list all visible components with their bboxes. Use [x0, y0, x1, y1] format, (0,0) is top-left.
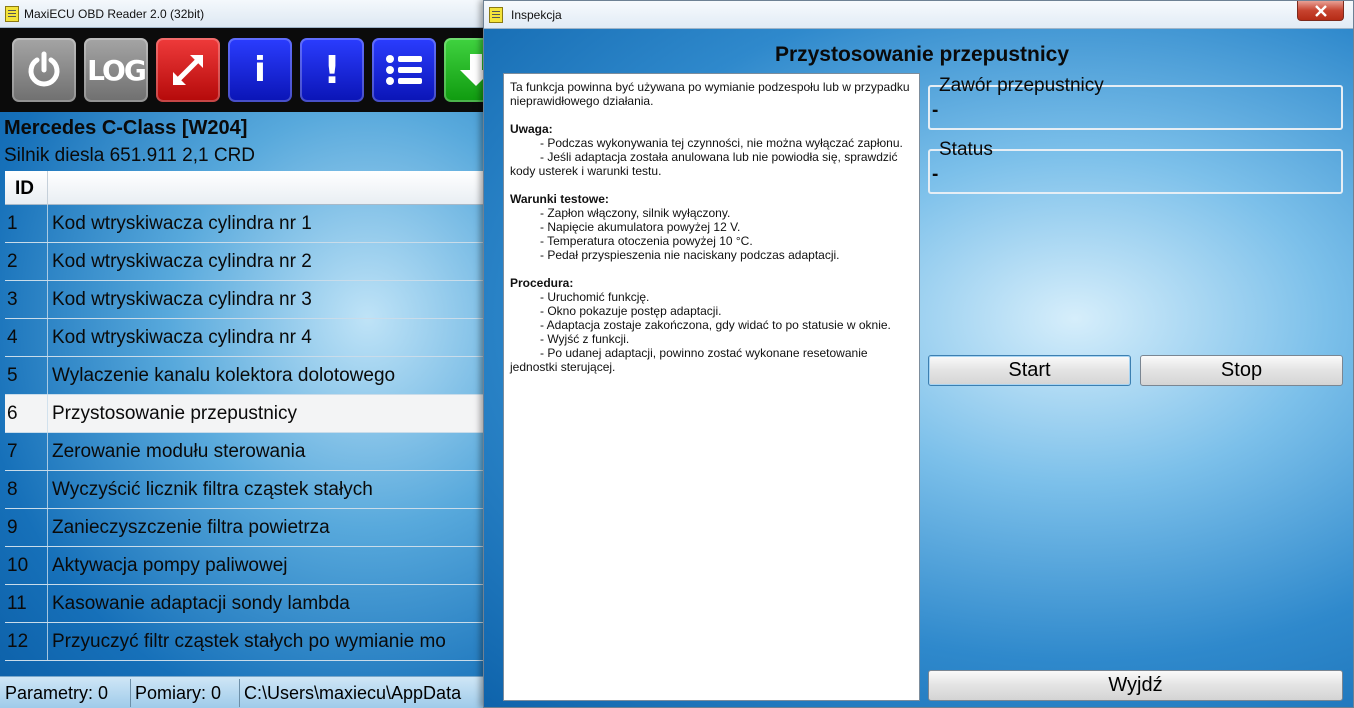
status-params: Parametry: 0 [5, 683, 109, 703]
row-id: 12 [7, 631, 29, 652]
row-id: 7 [7, 441, 18, 462]
dialog-titlebar[interactable] [484, 1, 1354, 29]
warning-title: Uwaga: [510, 122, 553, 136]
cell-separator [47, 357, 48, 395]
table-row[interactable] [5, 281, 490, 319]
row-name: Wyczyścić licznik filtra cząstek stałych [52, 479, 373, 500]
cell-separator [47, 243, 48, 281]
alert-icon: ! [323, 48, 341, 92]
table-row[interactable] [5, 547, 490, 585]
info-icon: i [254, 50, 266, 90]
toolbar [0, 28, 490, 112]
table-row[interactable] [5, 509, 490, 547]
cell-separator [47, 281, 48, 319]
list-button[interactable] [372, 38, 436, 102]
status-divider [130, 679, 131, 707]
warning-line: - Podczas wykonywania tej czynności, nie można wyłączać zapłonu. [540, 136, 903, 150]
instructions-panel[interactable] [503, 73, 920, 701]
table-row[interactable] [5, 357, 490, 395]
status-path: C:\Users\maxiecu\AppData [244, 683, 462, 703]
row-name: Kod wtryskiwacza cylindra nr 4 [52, 327, 312, 348]
table-row[interactable] [5, 623, 490, 661]
row-id: 6 [7, 403, 18, 424]
cell-separator [47, 623, 48, 661]
log-icon: LOG [87, 53, 145, 87]
procedure-step: - Okno pokazuje postęp adaptacji. [540, 304, 722, 318]
close-button[interactable] [1297, 1, 1344, 21]
cell-separator [47, 471, 48, 509]
power-button[interactable] [12, 38, 76, 102]
table-row-selected[interactable] [5, 395, 490, 433]
row-name: Kod wtryskiwacza cylindra nr 3 [52, 289, 312, 310]
row-id: 2 [7, 251, 18, 272]
list-icon [383, 50, 425, 90]
cell-separator [47, 395, 48, 433]
status-value: - [932, 164, 939, 185]
row-name: Kod wtryskiwacza cylindra nr 1 [52, 213, 312, 234]
column-header-id[interactable]: ID [15, 178, 34, 199]
engine-name: Silnik diesla 651.911 2,1 CRD [4, 145, 256, 166]
cell-separator [47, 319, 48, 357]
condition-line: - Temperatura otoczenia powyżej 10 °C. [540, 234, 753, 248]
throttle-valve-label: Zawór przepustnicy [936, 75, 1107, 97]
table-row[interactable] [5, 243, 490, 281]
procedure-step: - Po udanej adaptacji, powinno zostać wykonane resetowanie jednostki sterującej. [510, 346, 868, 374]
log-button[interactable] [84, 38, 148, 102]
cell-separator [47, 205, 48, 243]
main-titlebar[interactable] [0, 0, 490, 28]
table-row[interactable] [5, 205, 490, 243]
cell-separator [47, 509, 48, 547]
procedure-step: - Uruchomić funkcję. [540, 290, 650, 304]
row-id: 4 [7, 327, 18, 348]
row-name: Wylaczenie kanalu kolektora dolotowego [52, 365, 396, 386]
condition-line: - Zapłon włączony, silnik wyłączony. [540, 206, 731, 220]
procedure-step: - Wyjść z funkcji. [540, 332, 630, 346]
info-button[interactable] [228, 38, 292, 102]
row-id: 3 [7, 289, 18, 310]
table-row[interactable] [5, 585, 490, 623]
row-id: 8 [7, 479, 18, 500]
close-icon [1314, 5, 1328, 17]
table-row[interactable] [5, 471, 490, 509]
warning-line: - Jeśli adaptacja została anulowana lub nie powiodła się, sprawdzić kody usterek i warunki testu. [510, 150, 898, 178]
expand-icon [168, 50, 208, 90]
row-id: 1 [7, 213, 18, 234]
row-name: Przystosowanie przepustnicy [52, 403, 297, 424]
fullscreen-button[interactable] [156, 38, 220, 102]
stop-button[interactable]: Stop [1140, 355, 1343, 386]
start-button[interactable]: Start [928, 355, 1131, 386]
table-header [5, 171, 490, 205]
main-window-title: MaxiECU OBD Reader 2.0 (32bit) [24, 7, 205, 21]
procedure-title: Procedura: [510, 276, 574, 290]
conditions-title: Warunki testowe: [510, 192, 609, 206]
inspection-dialog [483, 0, 1354, 708]
app-icon [5, 6, 19, 22]
vehicle-name: Mercedes C-Class [W204] [4, 117, 248, 139]
row-name: Zerowanie modułu sterowania [52, 441, 306, 462]
row-name: Aktywacja pompy paliwowej [52, 555, 288, 576]
cell-separator [47, 585, 48, 623]
power-icon [24, 50, 64, 90]
row-id: 9 [7, 517, 18, 538]
dialog-title: Inspekcja [511, 8, 562, 22]
throttle-valve-group [928, 75, 1343, 130]
alert-button[interactable] [300, 38, 364, 102]
main-window [0, 0, 490, 708]
row-id: 10 [7, 555, 29, 576]
exit-button[interactable]: Wyjdź [928, 670, 1343, 701]
dialog-heading: Przystosowanie przepustnicy [774, 43, 1070, 66]
condition-line: - Napięcie akumulatora powyżej 12 V. [540, 220, 741, 234]
table-row[interactable] [5, 319, 490, 357]
row-name: Przyuczyć filtr cząstek stałych po wymianie mo [52, 631, 446, 652]
row-name: Kasowanie adaptacji sondy lambda [52, 593, 350, 614]
cell-separator [47, 547, 48, 585]
throttle-valve-value: - [932, 100, 939, 121]
condition-line: - Pedał przyspieszenia nie naciskany podczas adaptacji. [540, 248, 840, 262]
procedure-table [5, 171, 490, 661]
status-measurements: Pomiary: 0 [135, 683, 222, 703]
status-label: Status [936, 139, 996, 161]
column-separator [47, 171, 48, 205]
row-name: Kod wtryskiwacza cylindra nr 2 [52, 251, 312, 272]
status-group [928, 139, 1343, 194]
status-divider [239, 679, 240, 707]
cell-separator [47, 433, 48, 471]
procedure-step: - Adaptacja zostaje zakończona, gdy widać to po statusie w oknie. [540, 318, 891, 332]
app-icon [489, 7, 503, 23]
row-id: 11 [7, 593, 27, 614]
row-name: Zanieczyszczenie filtra powietrza [52, 517, 330, 538]
table-row[interactable] [5, 433, 490, 471]
status-bar [0, 676, 490, 708]
instructions-intro: Ta funkcja powinna być używana po wymianie podzespołu lub w przypadku nieprawidłowego działania. [510, 80, 910, 108]
row-id: 5 [7, 365, 18, 386]
